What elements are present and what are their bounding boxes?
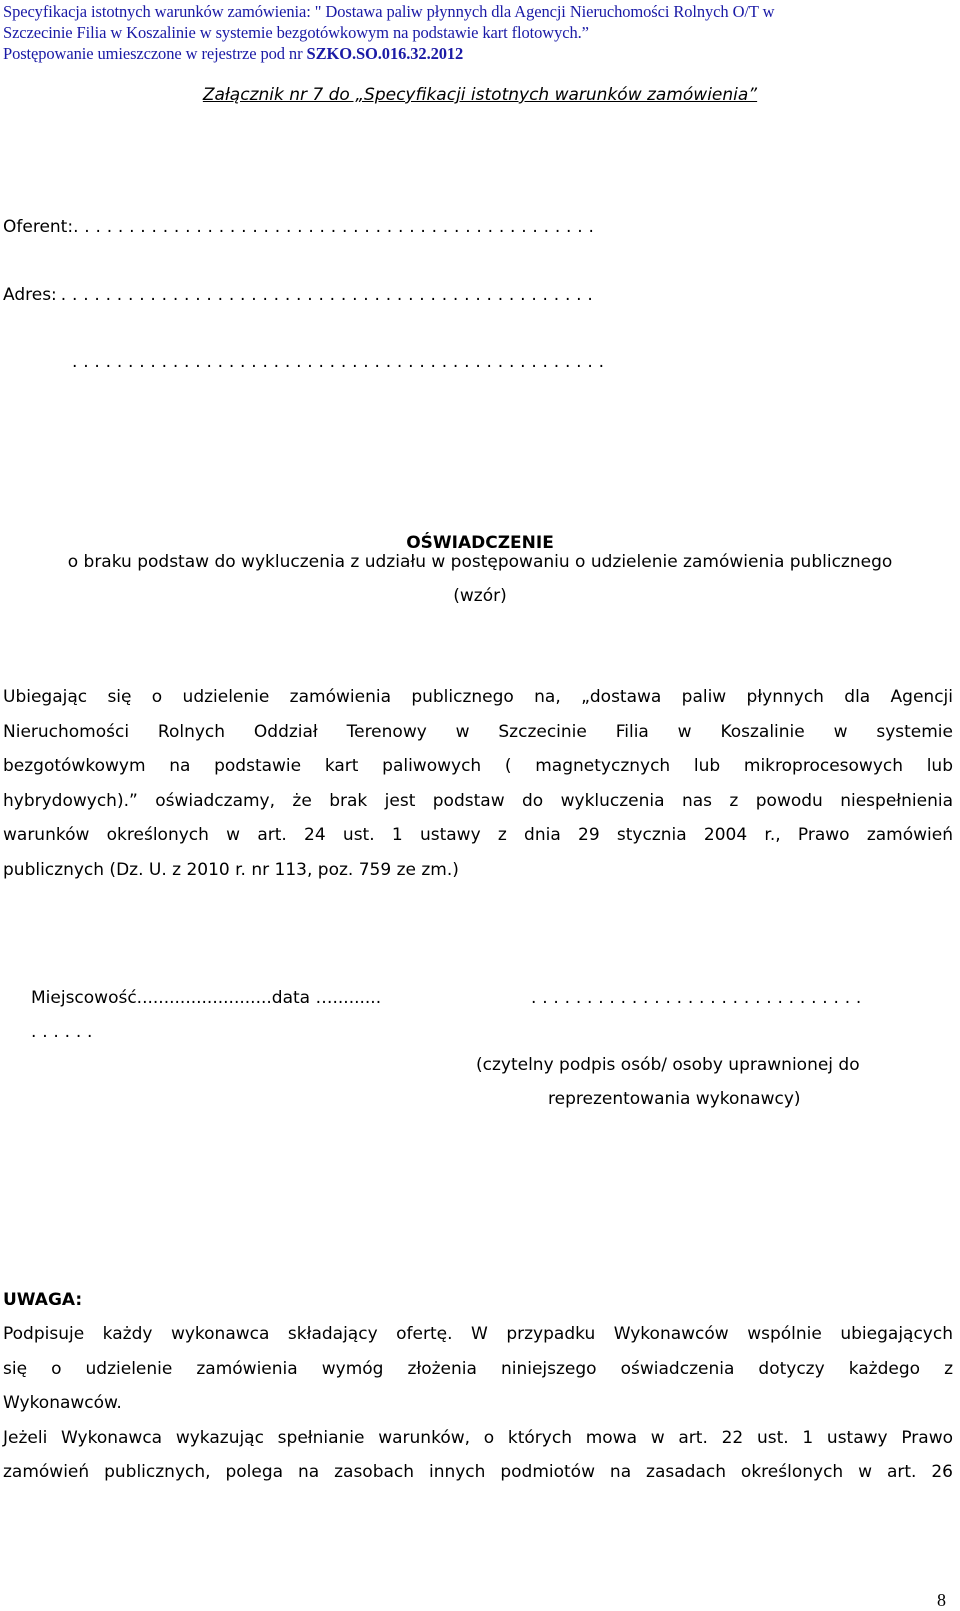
signature-dots-line-2: ......	[31, 1022, 99, 1042]
declaration-title: OŚWIADCZENIE	[406, 533, 554, 553]
note-line: Jeżeli Wykonawca wykazując spełnianie warunków, o których mowa w art. 22 ust. 1 ustawy Prawo	[3, 1427, 953, 1448]
note-body	[3, 1317, 953, 1490]
adres-dots: ................................................	[60, 285, 599, 305]
attachment-title: Załącznik nr 7 do „Specyfikacji istotnych warunków zamówienia”	[202, 85, 758, 105]
body-line: Nieruchomości Rolnych Oddział Terenowy w Szczecinie Filia w Koszalinie w systemie	[3, 721, 953, 742]
place-date-field: Miejscowość.........................data ….........	[31, 988, 382, 1008]
note-line: się o udzielenie zamówienia wymóg złożenia niniejszego oświadczenia dotyczy każdego z	[3, 1358, 953, 1379]
header-line-1: Specyfikacja istotnych warunków zamówienia: " Dostawa paliw płynnych dla Agencji Nieruchomości Rolnych O/T w	[3, 2, 775, 21]
document-header	[3, 1, 953, 64]
declaration-subtitle: o braku podstaw do wykluczenia z udziału w postępowaniu o udzielenie zamówienia publicznego	[67, 552, 893, 572]
body-line: Ubiegając się o udzielenie zamówienia publicznego na, „dostawa paliw płynnych dla Agencji	[3, 687, 953, 707]
signature-dots: ..............................	[531, 988, 868, 1008]
oferent-field	[3, 217, 600, 237]
body-line: hybrydowych).” oświadczamy, że brak jest podstaw do wykluczenia nas z powodu niespełnienia	[3, 790, 953, 811]
page-number: 8	[937, 1590, 946, 1610]
signature-caption-line-1: (czytelny podpis osób/ osoby uprawnionej do	[476, 1055, 860, 1075]
register-label: Postępowanie umieszczone w rejestrze pod nr	[3, 44, 307, 63]
signature-caption-line-2: reprezentowania wykonawcy)	[548, 1089, 801, 1109]
oferent-label: Oferent:	[3, 217, 74, 237]
body-line: warunków określonych w art. 24 ust. 1 ustawy z dnia 29 stycznia 2004 r., Prawo zamówień	[3, 825, 953, 845]
note-heading: UWAGA:	[3, 1290, 83, 1310]
adres-field	[3, 285, 599, 305]
note-line: zamówień publicznych, polega na zasobach innych podmiotów na zasadach określonych w art. 26	[3, 1462, 953, 1482]
adres-label: Adres:	[3, 285, 57, 305]
header-line-2: Szczecinie Filia w Koszalinie w systemie bezgotówkowym na podstawie kart flotowych.”	[3, 23, 589, 42]
adres-dots-line-2: ................................................	[72, 352, 610, 372]
declaration-body	[3, 680, 953, 887]
header-line-3	[3, 43, 953, 64]
body-line: publicznych (Dz. U. z 2010 r. nr 113, poz. 759 ze zm.)	[3, 859, 459, 880]
register-number: SZKO.SO.016.32.2012	[306, 44, 464, 63]
body-line: bezgotówkowym na podstawie kart paliwowych ( magnetycznych lub mikroprocesowych lub	[3, 756, 953, 776]
note-line: Wykonawców.	[3, 1393, 122, 1413]
note-line: Podpisuje każdy wykonawca składający ofertę. W przypadku Wykonawców wspólnie ubiegających	[3, 1324, 953, 1344]
declaration-wzor: (wzór)	[453, 586, 507, 606]
oferent-dots: ...............................................	[73, 217, 600, 237]
